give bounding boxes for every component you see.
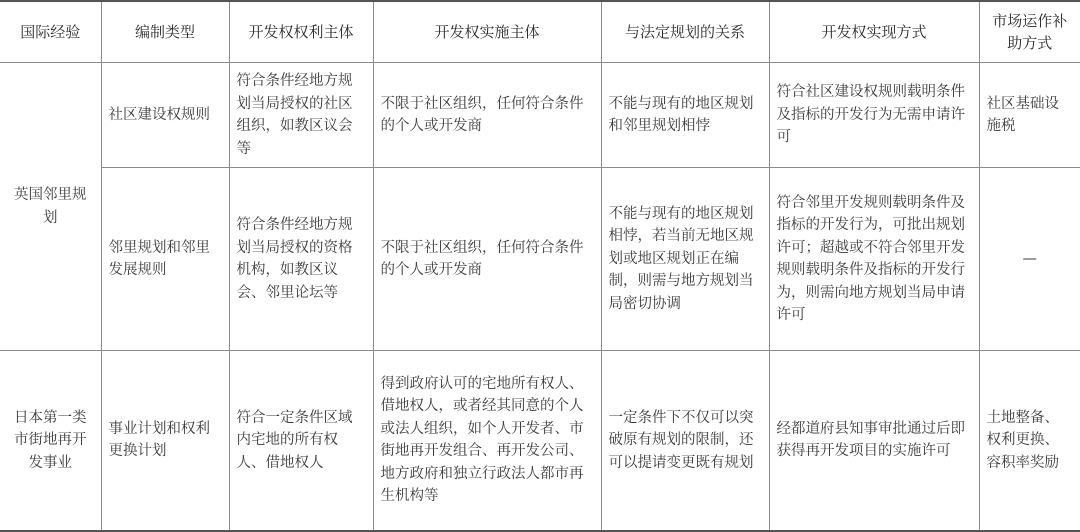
cell-realization: 符合社区建设权规则载明条件及指标的开发行为无需申请许可 xyxy=(769,63,979,168)
table-row xyxy=(0,351,1080,531)
cell-rights-holder: 符合条件经地方规划当局授权的社区组织，如教区议会等 xyxy=(229,63,373,168)
table-row xyxy=(0,168,1080,351)
cell-plan-type: 事业计划和权利更换计划 xyxy=(101,351,229,531)
cell-plan-type: 社区建设权规则 xyxy=(101,63,229,168)
table-row xyxy=(0,63,1080,168)
header-relation-to-statutory-plan: 与法定规划的关系 xyxy=(601,1,769,63)
cell-relation: 一定条件下不仅可以突破原有规划的限制，还可以提请变更既有规划 xyxy=(601,351,769,531)
cell-plan-type: 邻里规划和邻里发展规则 xyxy=(101,168,229,351)
header-rights-holder: 开发权权利主体 xyxy=(229,1,373,63)
header-implementer: 开发权实施主体 xyxy=(373,1,601,63)
cell-implementer: 不限于社区组织，任何符合条件的个人或开发商 xyxy=(373,63,601,168)
cell-subsidy: 社区基础设施税 xyxy=(979,63,1080,168)
cell-implementer: 不限于社区组织，任何符合条件的个人或开发商 xyxy=(373,168,601,351)
group-uk-neighbourhood-planning: 英国邻里规划 xyxy=(0,63,101,351)
cell-rights-holder: 符合一定条件区域内宅地的所有权人、借地权人 xyxy=(229,351,373,531)
cell-relation: 不能与现有的地区规划相悖，若当前无地区规划或地区规划正在编制，则需与地方规划当局密切协调 xyxy=(601,168,769,351)
cell-relation: 不能与现有的地区规划和邻里规划相悖 xyxy=(601,63,769,168)
cell-realization: 经都道府县知事审批通过后即获得再开发项目的实施许可 xyxy=(769,351,979,531)
header-market-subsidy: 市场运作补助方式 xyxy=(979,1,1080,63)
header-realization-method: 开发权实现方式 xyxy=(769,1,979,63)
cell-subsidy: 土地整备、权利更换、容积率奖励 xyxy=(979,351,1080,531)
cell-subsidy: — xyxy=(979,168,1080,351)
header-plan-type: 编制类型 xyxy=(101,1,229,63)
header-international-experience: 国际经验 xyxy=(0,1,101,63)
group-japan-urban-redevelopment: 日本第一类市街地再开发事业 xyxy=(0,351,101,531)
cell-rights-holder: 符合条件经地方规划当局授权的资格机构，如教区议会、邻里论坛等 xyxy=(229,168,373,351)
cell-realization: 符合邻里开发规则载明条件及指标的开发行为，可批出规划许可；超越或不符合邻里开发规则载明条件及指标的开发行为，则需向地方规划当局申请许可 xyxy=(769,168,979,351)
header-row xyxy=(0,1,1080,63)
cell-implementer: 得到政府认可的宅地所有权人、借地权人，或者经其同意的个人或法人组织，如个人开发者、市街地再开发组合、再开发公司、地方政府和独立行政法人都市再生机构等 xyxy=(373,351,601,531)
